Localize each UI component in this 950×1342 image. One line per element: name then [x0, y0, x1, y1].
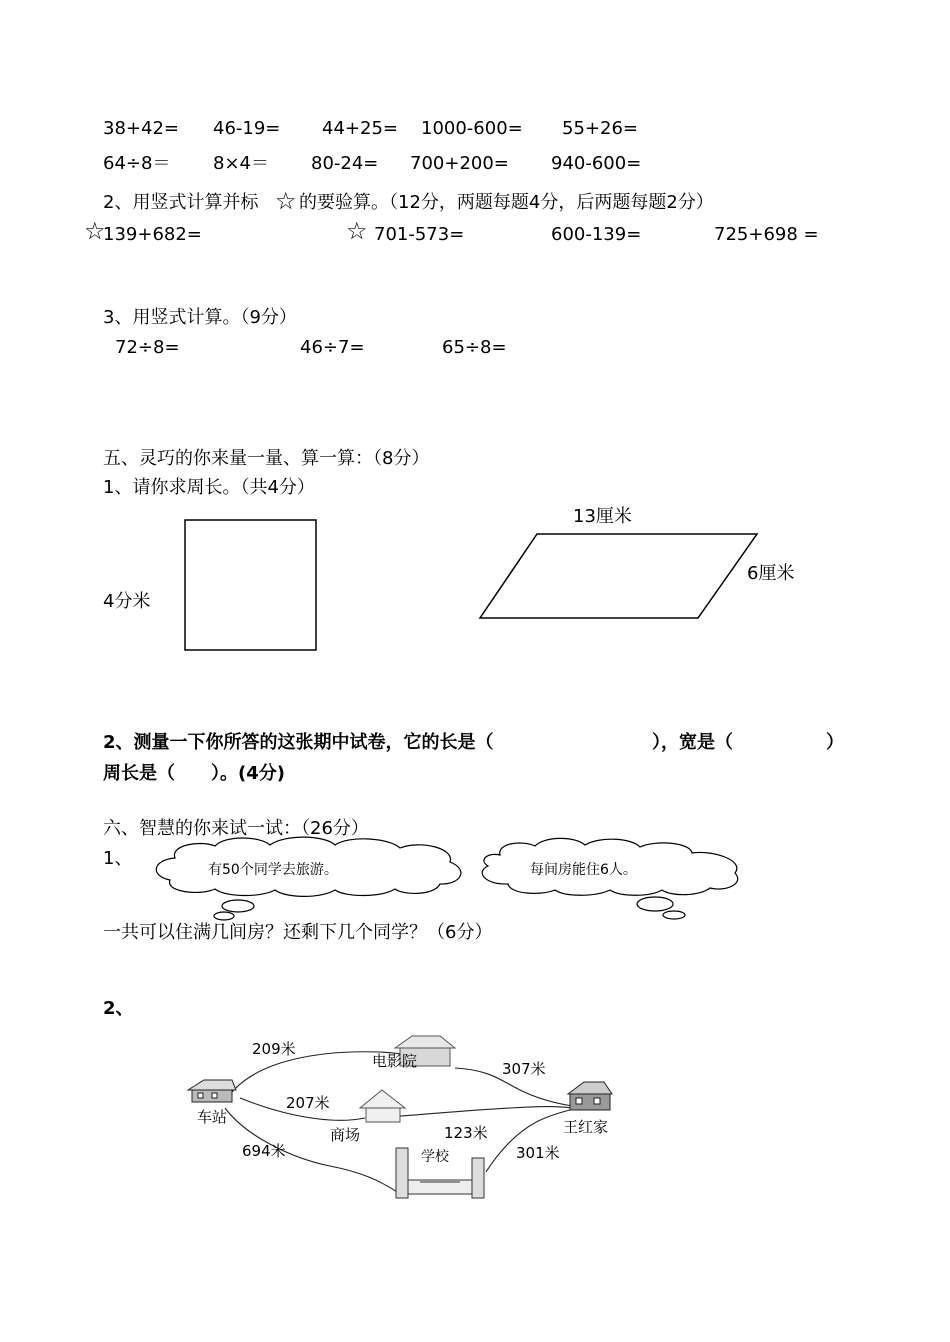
- distance-station-mall: 207米: [286, 1094, 330, 1112]
- map-label-station: 车站: [197, 1108, 228, 1126]
- q2-title-start: 2、用竖式计算并标: [103, 192, 259, 213]
- cloud-text-2: 每间房能住6人。: [530, 862, 637, 878]
- section6-title: 六、智慧的你来试一试：（26分）: [103, 818, 369, 839]
- star-icon: ☆: [275, 187, 297, 215]
- map-label-mall: 商场: [330, 1126, 361, 1144]
- calc-row1-item4: 1000-600=: [421, 118, 523, 139]
- section6-q2-number: 2、: [103, 998, 134, 1019]
- cloud-text-1: 有50个同学去旅游。: [208, 862, 338, 878]
- station-house-icon: [188, 1080, 236, 1102]
- section5-title: 五、灵巧的你来量一量、算一算：（8分）: [103, 448, 430, 469]
- calc-row1-item5: 55+26=: [562, 118, 638, 139]
- section6-q1-number: 1、: [103, 848, 133, 869]
- mall-house-icon: [360, 1090, 405, 1122]
- parallelogram-top-label: 13厘米: [573, 506, 632, 527]
- map-label-home: 王红家: [563, 1118, 609, 1136]
- q2-item4: 725+698 =: [714, 224, 819, 245]
- calc-row1-item3: 44+25=: [322, 118, 398, 139]
- measure-question-line1-mid: ），宽是（: [652, 732, 733, 753]
- home-house-icon: [568, 1082, 612, 1110]
- calc-row1-item2: 46-19=: [213, 118, 281, 139]
- star-icon: ☆: [84, 217, 106, 245]
- section6-q1-question: 一共可以住满几间房？还剩下几个同学？（6分）: [103, 922, 493, 943]
- q3-item3: 65÷8=: [442, 337, 507, 358]
- distance-cinema-home: 307米: [502, 1060, 546, 1078]
- calc-row2-item4: 700+200=: [410, 153, 509, 174]
- distance-school-home: 301米: [516, 1144, 560, 1162]
- star-icon: ☆: [346, 217, 368, 245]
- square-side-label: 4分米: [103, 591, 151, 612]
- q2-title-end: 的要验算。（12分，两题每题4分，后两题每题2分）: [299, 192, 714, 213]
- measure-question-line1-start: 2、测量一下你所答的这张期中试卷，它的长是（: [103, 732, 494, 753]
- q3-item1: 72÷8=: [115, 337, 180, 358]
- section5-q1-title: 1、请你求周长。（共4分）: [103, 477, 315, 498]
- measure-question-line2: 周长是（ ）。(4分): [103, 763, 285, 784]
- distance-station-cinema: 209米: [252, 1040, 296, 1058]
- q2-item2: 701-573=: [374, 224, 465, 245]
- q2-item1: 139+682=: [103, 224, 202, 245]
- calc-row2-item3: 80-24=: [311, 153, 379, 174]
- calc-row2-item1: 64÷8＝: [103, 153, 171, 174]
- q2-item3: 600-139=: [551, 224, 642, 245]
- measure-question-line1-end: ）: [826, 732, 844, 753]
- calc-row2-item5: 940-600=: [551, 153, 642, 174]
- calc-row2-item2: 8×4＝: [213, 153, 269, 174]
- distance-mall-home: 123米: [444, 1124, 488, 1142]
- parallelogram-side-label: 6厘米: [747, 563, 795, 584]
- distance-station-school: 694米: [242, 1142, 286, 1160]
- map-label-school: 学校: [421, 1149, 449, 1165]
- q3-title: 3、用竖式计算。（9分）: [103, 307, 297, 328]
- map-label-cinema: 电影院: [372, 1052, 418, 1070]
- q3-item2: 46÷7=: [300, 337, 365, 358]
- calc-row1-item1: 38+42=: [103, 118, 179, 139]
